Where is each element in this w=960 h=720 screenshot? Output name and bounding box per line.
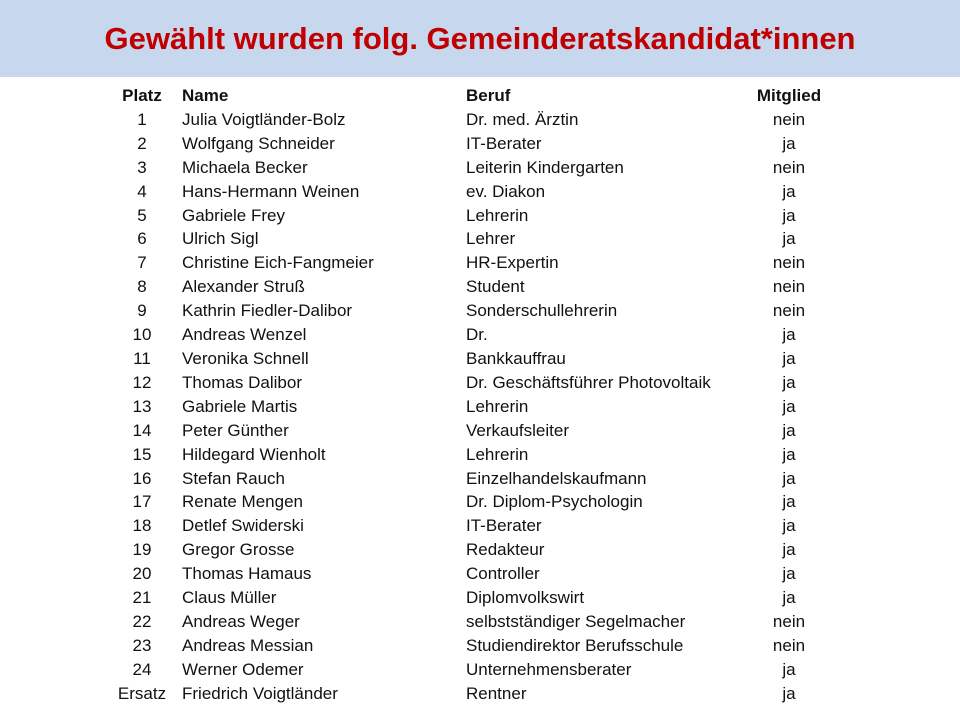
- cell-platz: 22: [132, 611, 152, 631]
- results-table: [112, 84, 844, 706]
- page-title: Gewählt wurden folg. Gemeinderatskandidat*innen: [104, 21, 856, 56]
- cell-platz: 3: [137, 157, 147, 177]
- cell-beruf: Redakteur: [466, 540, 545, 560]
- table-row: [112, 634, 844, 658]
- cell-name: Alexander Struß: [182, 277, 305, 297]
- cell-name: Gabriele Frey: [182, 205, 285, 225]
- cell-platz: 20: [132, 564, 152, 584]
- cell-beruf: Controller: [466, 564, 540, 584]
- cell-name: Peter Günther: [182, 420, 289, 440]
- cell-name: Gabriele Martis: [182, 396, 298, 416]
- cell-mitglied: ja: [782, 229, 796, 249]
- table-body: [112, 108, 844, 706]
- cell-name: Detlef Swiderski: [182, 516, 304, 536]
- table-row: [112, 467, 844, 491]
- table-row: [112, 443, 844, 467]
- cell-mitglied: ja: [782, 588, 796, 608]
- cell-name: Andreas Weger: [182, 611, 300, 631]
- cell-mitglied: ja: [782, 396, 796, 416]
- cell-mitglied: nein: [772, 157, 806, 177]
- cell-beruf: Lehrer: [466, 229, 516, 249]
- table-row: [112, 156, 844, 180]
- table-row: [112, 538, 844, 562]
- cell-mitglied: ja: [782, 540, 796, 560]
- cell-beruf: Dr.: [466, 325, 488, 345]
- cell-platz: 6: [137, 229, 147, 249]
- cell-name: Hans-Hermann Weinen: [182, 181, 360, 201]
- cell-mitglied: ja: [782, 444, 796, 464]
- cell-name: Ulrich Sigl: [182, 229, 259, 249]
- cell-mitglied: ja: [782, 325, 796, 345]
- table-row: [112, 490, 844, 514]
- cell-name: Renate Mengen: [182, 492, 303, 512]
- cell-name: Hildegard Wienholt: [182, 444, 326, 464]
- cell-beruf: HR-Expertin: [466, 253, 559, 273]
- cell-mitglied: nein: [772, 277, 806, 297]
- table-row: [112, 562, 844, 586]
- cell-mitglied: nein: [772, 109, 806, 129]
- cell-name: Stefan Rauch: [182, 468, 286, 488]
- cell-platz: 16: [132, 468, 152, 488]
- cell-mitglied: ja: [782, 683, 796, 703]
- cell-mitglied: ja: [782, 181, 796, 201]
- table-row: [112, 419, 844, 443]
- cell-name: Gregor Grosse: [182, 540, 295, 560]
- cell-beruf: Student: [466, 277, 525, 297]
- cell-mitglied: ja: [782, 133, 796, 153]
- cell-platz: 24: [132, 659, 152, 679]
- cell-platz: 8: [137, 277, 147, 297]
- cell-beruf: Verkaufsleiter: [466, 420, 569, 440]
- cell-mitglied: ja: [782, 205, 796, 225]
- cell-beruf: Bankkauffrau: [466, 348, 566, 368]
- cell-platz: 13: [132, 396, 152, 416]
- header-name: Name: [182, 86, 229, 105]
- table-row: [112, 658, 844, 682]
- cell-beruf: Sonderschullehrerin: [466, 301, 618, 321]
- cell-beruf: Lehrerin: [466, 444, 529, 464]
- cell-platz: 17: [132, 492, 152, 512]
- cell-platz: 21: [132, 588, 152, 608]
- header-mitglied: Mitglied: [756, 86, 822, 105]
- cell-name: Werner Odemer: [182, 659, 304, 679]
- cell-mitglied: ja: [782, 468, 796, 488]
- table-header-row: [112, 84, 844, 108]
- cell-mitglied: nein: [772, 301, 806, 321]
- table-row: [112, 682, 844, 706]
- table-row: [112, 323, 844, 347]
- table-row: [112, 108, 844, 132]
- cell-mitglied: ja: [782, 492, 796, 512]
- table-row: [112, 371, 844, 395]
- cell-platz: 23: [132, 635, 152, 655]
- cell-platz: 19: [132, 540, 152, 560]
- cell-mitglied: nein: [772, 253, 806, 273]
- cell-platz: 4: [137, 181, 147, 201]
- cell-name: Claus Müller: [182, 588, 277, 608]
- cell-beruf: Dr. med. Ärztin: [466, 109, 579, 129]
- cell-beruf: Dr. Geschäftsführer Photovoltaik: [466, 372, 711, 392]
- cell-beruf: Lehrerin: [466, 205, 529, 225]
- cell-mitglied: ja: [782, 659, 796, 679]
- cell-mitglied: ja: [782, 372, 796, 392]
- cell-beruf: Unternehmensberater: [466, 659, 632, 679]
- cell-mitglied: nein: [772, 611, 806, 631]
- cell-platz: 12: [132, 372, 152, 392]
- cell-platz: 18: [132, 516, 152, 536]
- cell-beruf: Diplomvolkswirt: [466, 588, 585, 608]
- cell-name: Thomas Dalibor: [182, 372, 302, 392]
- cell-beruf: Leiterin Kindergarten: [466, 157, 624, 177]
- table-row: [112, 132, 844, 156]
- table-row: [112, 180, 844, 204]
- cell-mitglied: ja: [782, 420, 796, 440]
- table-row: [112, 204, 844, 228]
- cell-platz: 15: [132, 444, 152, 464]
- cell-platz: 5: [137, 205, 147, 225]
- table-row: [112, 299, 844, 323]
- cell-name: Veronika Schnell: [182, 348, 309, 368]
- cell-platz: 2: [137, 133, 147, 153]
- cell-name: Michaela Becker: [182, 157, 308, 177]
- cell-platz: 11: [133, 348, 151, 368]
- cell-beruf: Lehrerin: [466, 396, 529, 416]
- cell-name: Wolfgang Schneider: [182, 133, 335, 153]
- cell-mitglied: nein: [772, 635, 806, 655]
- cell-platz: 9: [137, 301, 147, 321]
- cell-platz: 10: [132, 325, 152, 345]
- cell-platz: Ersatz: [117, 683, 167, 703]
- cell-name: Julia Voigtländer-Bolz: [182, 109, 346, 129]
- cell-mitglied: ja: [782, 564, 796, 584]
- cell-beruf: ev. Diakon: [466, 181, 546, 201]
- cell-platz: 7: [137, 253, 147, 273]
- cell-name: Kathrin Fiedler-Dalibor: [182, 301, 353, 321]
- table-row: [112, 227, 844, 251]
- cell-mitglied: ja: [782, 348, 796, 368]
- cell-name: Andreas Messian: [182, 635, 314, 655]
- cell-name: Thomas Hamaus: [182, 564, 312, 584]
- table-row: [112, 586, 844, 610]
- cell-beruf: Einzelhandelskaufmann: [466, 468, 647, 488]
- cell-beruf: IT-Berater: [466, 516, 542, 536]
- table-row: [112, 347, 844, 371]
- header-beruf: Beruf: [466, 86, 511, 105]
- table-row: [112, 251, 844, 275]
- header-platz: Platz: [122, 86, 162, 105]
- cell-beruf: Dr. Diplom-Psychologin: [466, 492, 643, 512]
- cell-beruf: Rentner: [466, 683, 527, 703]
- cell-name: Andreas Wenzel: [182, 325, 307, 345]
- cell-beruf: IT-Berater: [466, 133, 542, 153]
- cell-platz: 1: [137, 109, 147, 129]
- table-row: [112, 514, 844, 538]
- cell-mitglied: ja: [782, 516, 796, 536]
- table-row: [112, 610, 844, 634]
- cell-platz: 14: [132, 420, 152, 440]
- cell-name: Friedrich Voigtländer: [182, 683, 338, 703]
- cell-beruf: Studiendirektor Berufsschule: [466, 635, 684, 655]
- table-row: [112, 395, 844, 419]
- table-row: [112, 275, 844, 299]
- cell-beruf: selbstständiger Segelmacher: [466, 611, 686, 631]
- cell-name: Christine Eich-Fangmeier: [182, 253, 374, 273]
